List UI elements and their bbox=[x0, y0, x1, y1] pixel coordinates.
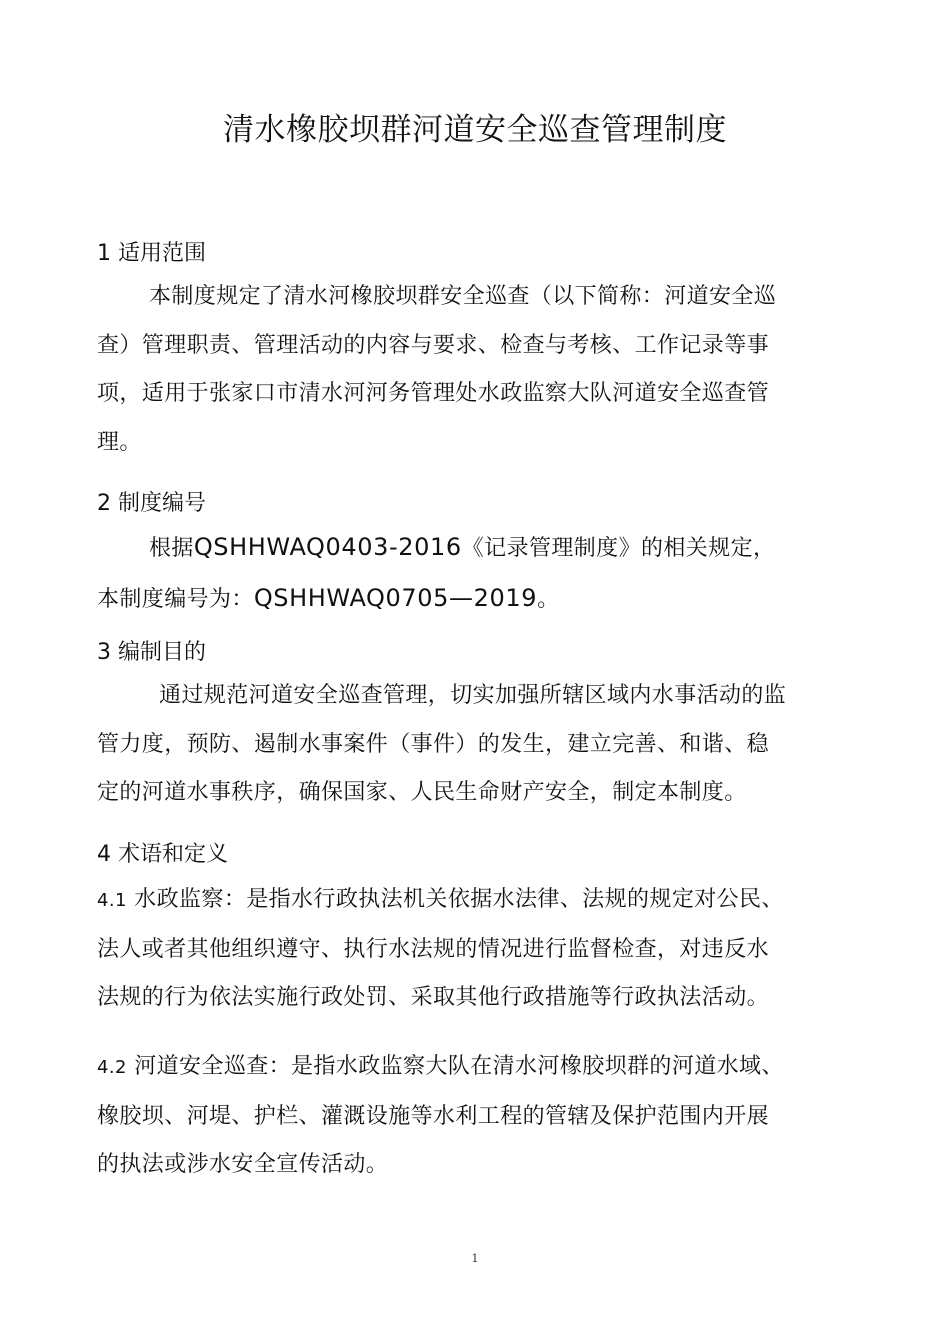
section-body-purpose bbox=[97, 672, 867, 818]
text-fragment: 本制度编号为： bbox=[97, 586, 254, 612]
paragraph-line: 项，适用于张家口市清水河河务管理处水政监察大队河道安全巡查管 bbox=[97, 381, 770, 406]
paragraph-line: 管力度，预防、遏制水事案件（事件）的发生，建立完善、和谐、稳 bbox=[97, 731, 770, 757]
section-heading-code: 2 制度编号 bbox=[97, 491, 206, 516]
text-fragment: 水政监察：是指水行政执法机关依据水法律、法规的规定对公民、 bbox=[134, 887, 784, 912]
text-fragment: 河道安全巡查：是指水政监察大队在清水河橡胶坝群的河道水域、 bbox=[134, 1054, 784, 1079]
page-number: 1 bbox=[471, 1252, 479, 1265]
text-fragment: 。 bbox=[537, 586, 560, 612]
document-code-reference: QSHHWAQ0403-2016 bbox=[193, 533, 462, 561]
paragraph-line: 的执法或涉水安全宣传活动。 bbox=[97, 1152, 389, 1177]
term-definition-river-patrol bbox=[97, 1043, 867, 1190]
paragraph-line: 本制度规定了清水河橡胶坝群安全巡查（以下简称：河道安全巡 bbox=[149, 284, 777, 309]
text-fragment: 《记录管理制度》的相关规定， bbox=[461, 536, 776, 561]
paragraph-line bbox=[97, 876, 867, 926]
term-number: 4.1 bbox=[97, 890, 127, 911]
paragraph-line: 橡胶坝、河堤、护栏、灌溉设施等水利工程的管辖及保护范围内开展 bbox=[97, 1103, 770, 1129]
paragraph-line: 法规的行为依法实施行政处罚、采取其他行政措施等行政执法活动。 bbox=[97, 985, 770, 1010]
paragraph-line: 查）管理职责、管理活动的内容与要求、检查与考核、工作记录等事 bbox=[97, 332, 770, 358]
paragraph-line: 理。 bbox=[97, 429, 142, 455]
paragraph-line: 法人或者其他组织遵守、执行水法规的情况进行监督检查，对违反水 bbox=[97, 936, 770, 962]
paragraph-line bbox=[97, 574, 867, 625]
section-body-code bbox=[97, 523, 867, 624]
section-heading-scope: 1 适用范围 bbox=[97, 241, 206, 266]
text-fragment: 根据 bbox=[149, 536, 194, 561]
term-number: 4.2 bbox=[97, 1057, 127, 1078]
document-code: QSHHWAQ0705—2019 bbox=[253, 583, 538, 612]
section-heading-terms: 4 术语和定义 bbox=[97, 842, 228, 867]
section-heading-purpose: 3 编制目的 bbox=[97, 640, 206, 665]
paragraph-line bbox=[97, 523, 867, 574]
term-definition-water-supervision bbox=[97, 876, 867, 1023]
section-body-scope bbox=[97, 273, 867, 467]
paragraph-line: 定的河道水事秩序，确保国家、人民生命财产安全，制定本制度。 bbox=[97, 780, 747, 805]
paragraph-line: 通过规范河道安全巡查管理，切实加强所辖区域内水事活动的监 bbox=[159, 683, 787, 708]
page-title: 清水橡胶坝群河道安全巡查管理制度 bbox=[223, 112, 727, 148]
paragraph-line bbox=[97, 1043, 867, 1093]
